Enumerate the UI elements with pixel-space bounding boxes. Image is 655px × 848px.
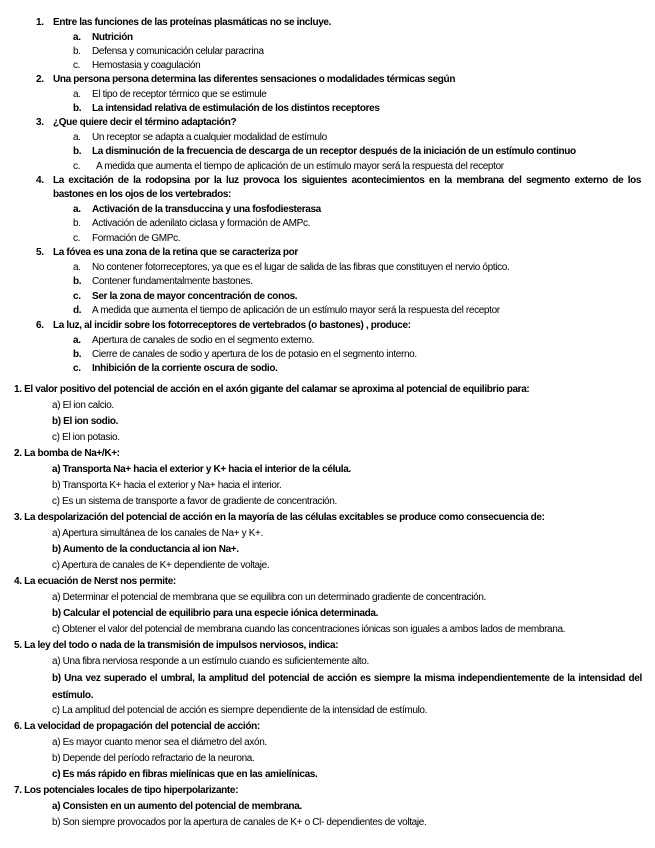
option-text: b) Transporta K+ hacia el exterior y Na+ hacia el interior.: [52, 480, 282, 491]
option-text: b) Calcular el potencial de equilibrio para una especie iónica determinada.: [52, 608, 379, 619]
option-letter: b.: [73, 46, 81, 57]
question-text: 5. La ley del todo o nada de la transmisión de impulsos nerviosos, indica:: [14, 640, 339, 651]
option-letter: b.: [73, 146, 82, 157]
option-text: Un receptor se adapta a cualquier modalidad de estímulo: [92, 132, 327, 143]
question-number: 3.: [36, 117, 44, 128]
question-text: 4. La ecuación de Nerst nos permite:: [14, 576, 176, 587]
question-number: 6.: [36, 320, 44, 331]
option-letter: a.: [73, 262, 81, 273]
option-letter: a.: [73, 204, 81, 215]
option-text: a) Apertura simultánea de los canales de Na+ y K+.: [52, 528, 263, 539]
question-text: 6. La velocidad de propagación del potencial de acción:: [14, 721, 260, 732]
option-letter: b.: [73, 349, 82, 360]
option-text: a) Determinar el potencial de membrana que se equilibra con un determinado gradiente de concentración.: [52, 592, 487, 603]
option-text: La disminución de la frecuencia de descarga de un receptor después de la iniciación de un estímulo continuo: [92, 146, 576, 157]
option-letter: a.: [73, 89, 81, 100]
option-letter: a.: [73, 335, 81, 346]
option-text: Cierre de canales de sodio y apertura de los de potasio en el segmento interno.: [92, 349, 417, 360]
option-letter: c.: [73, 233, 81, 244]
option-text: Defensa y comunicación celular paracrina: [92, 46, 264, 57]
option-text: Contener fundamentalmente bastones.: [92, 276, 253, 287]
question-number: 4.: [36, 175, 44, 186]
question-text: Una persona persona determina las diferentes sensaciones o modalidades térmicas según: [53, 74, 456, 85]
option-letter: b.: [73, 276, 82, 287]
option-text: Ser la zona de mayor concentración de conos.: [92, 291, 298, 302]
option-text: b) Aumento de la conductancia al ion Na+.: [52, 544, 239, 555]
option-letter: c.: [73, 363, 81, 374]
option-text: a) El ion calcio.: [52, 400, 114, 411]
option-letter: b.: [73, 218, 81, 229]
option-letter: d.: [73, 305, 82, 316]
option-text: c) Es más rápido en fibras mielínicas que en las amielínicas.: [52, 769, 318, 780]
option-text: A medida que aumenta el tiempo de aplicación de un estímulo mayor será la respuesta del receptor: [92, 305, 500, 316]
option-text: c) El ion potasio.: [52, 432, 120, 443]
option-letter: c.: [73, 161, 81, 172]
option-text: La intensidad relativa de estimulación de los distintos receptores: [92, 103, 380, 114]
option-text: b) Depende del período refractario de la neurona.: [52, 753, 255, 764]
option-text: Apertura de canales de sodio en el segmento externo.: [92, 335, 314, 346]
option-text: Hemostasia y coagulación: [92, 60, 201, 71]
option-text: Activación de la transduccina y una fosfodiesterasa: [92, 204, 321, 215]
option-text: a) Consisten en un aumento del potencial de membrana.: [52, 801, 302, 812]
question-text: 1. El valor positivo del potencial de acción en el axón gigante del calamar se aproxima al potencial de equilibrio para:: [14, 384, 530, 395]
option-text: A medida que aumenta el tiempo de aplicación de un estímulo mayor será la respuesta del receptor: [96, 161, 504, 172]
option-text: Activación de adenilato ciclasa y formación de AMPc.: [92, 218, 311, 229]
question-number: 2.: [36, 74, 44, 85]
option-text: c) Obtener el valor del potencial de membrana cuando las concentraciones iónicas son iguales a ambos lados de membrana.: [52, 624, 566, 635]
question-number: 1.: [36, 17, 44, 28]
question-text: 3. La despolarización del potencial de acción en la mayoría de las células excitables se produce como consecuencia de:: [14, 512, 545, 523]
question-text: ¿Que quiere decir el término adaptación?: [53, 117, 237, 128]
question-number: 5.: [36, 247, 44, 258]
question-text: Entre las funciones de las proteínas plasmáticas no se incluye.: [53, 17, 332, 28]
option-text: c) Es un sistema de transporte a favor de gradiente de concentración.: [52, 496, 337, 507]
question-text: La excitación de la rodopsina por la luz provoca los siguientes acontecimientos en la membrana del segmento externo de los bastones en los ojos de los vertebrados:: [53, 175, 641, 200]
question-text: La fóvea es una zona de la retina que se caracteriza por: [53, 247, 298, 258]
option-text: b) El ion sodio.: [52, 416, 119, 427]
option-text: b) Una vez superado el umbral, la amplitud del potencial de acción es siempre la misma independientemente de la intensidad del estímulo.: [52, 673, 642, 701]
option-text: No contener fotorreceptores, ya que es el lugar de salida de las fibras que constituyen el nervio óptico.: [92, 262, 510, 273]
question-text: La luz, al incidir sobre los fotorreceptores de vertebrados (o bastones) , produce:: [53, 320, 411, 331]
option-letter: a.: [73, 132, 81, 143]
option-text: Inhibición de la corriente oscura de sodio.: [92, 363, 278, 374]
option-text: c) Apertura de canales de K+ dependiente de voltaje.: [52, 560, 270, 571]
option-text: a) Transporta Na+ hacia el exterior y K+ hacia el interior de la célula.: [52, 464, 351, 475]
option-text: c) La amplitud del potencial de acción es siempre dependiente de la intensidad de estímulo.: [52, 705, 428, 716]
option-text: a) Es mayor cuanto menor sea el diámetro del axón.: [52, 737, 267, 748]
option-letter: a.: [73, 32, 81, 43]
option-letter: b.: [73, 103, 82, 114]
option-letter: c.: [73, 60, 81, 71]
option-letter: c.: [73, 291, 81, 302]
question-text: 7. Los potenciales locales de tipo hiperpolarizante:: [14, 785, 239, 796]
option-text: a) Una fibra nerviosa responde a un estímulo cuando es suficientemente alto.: [52, 656, 369, 667]
question-text: 2. La bomba de Na+/K+:: [14, 448, 120, 459]
option-text: Nutrición: [92, 32, 133, 43]
option-text: Formación de GMPc.: [92, 233, 181, 244]
option-text: El tipo de receptor térmico que se estimule: [92, 89, 267, 100]
option-text: b) Son siempre provocados por la apertura de canales de K+ o Cl- dependientes de voltaje.: [52, 817, 427, 828]
